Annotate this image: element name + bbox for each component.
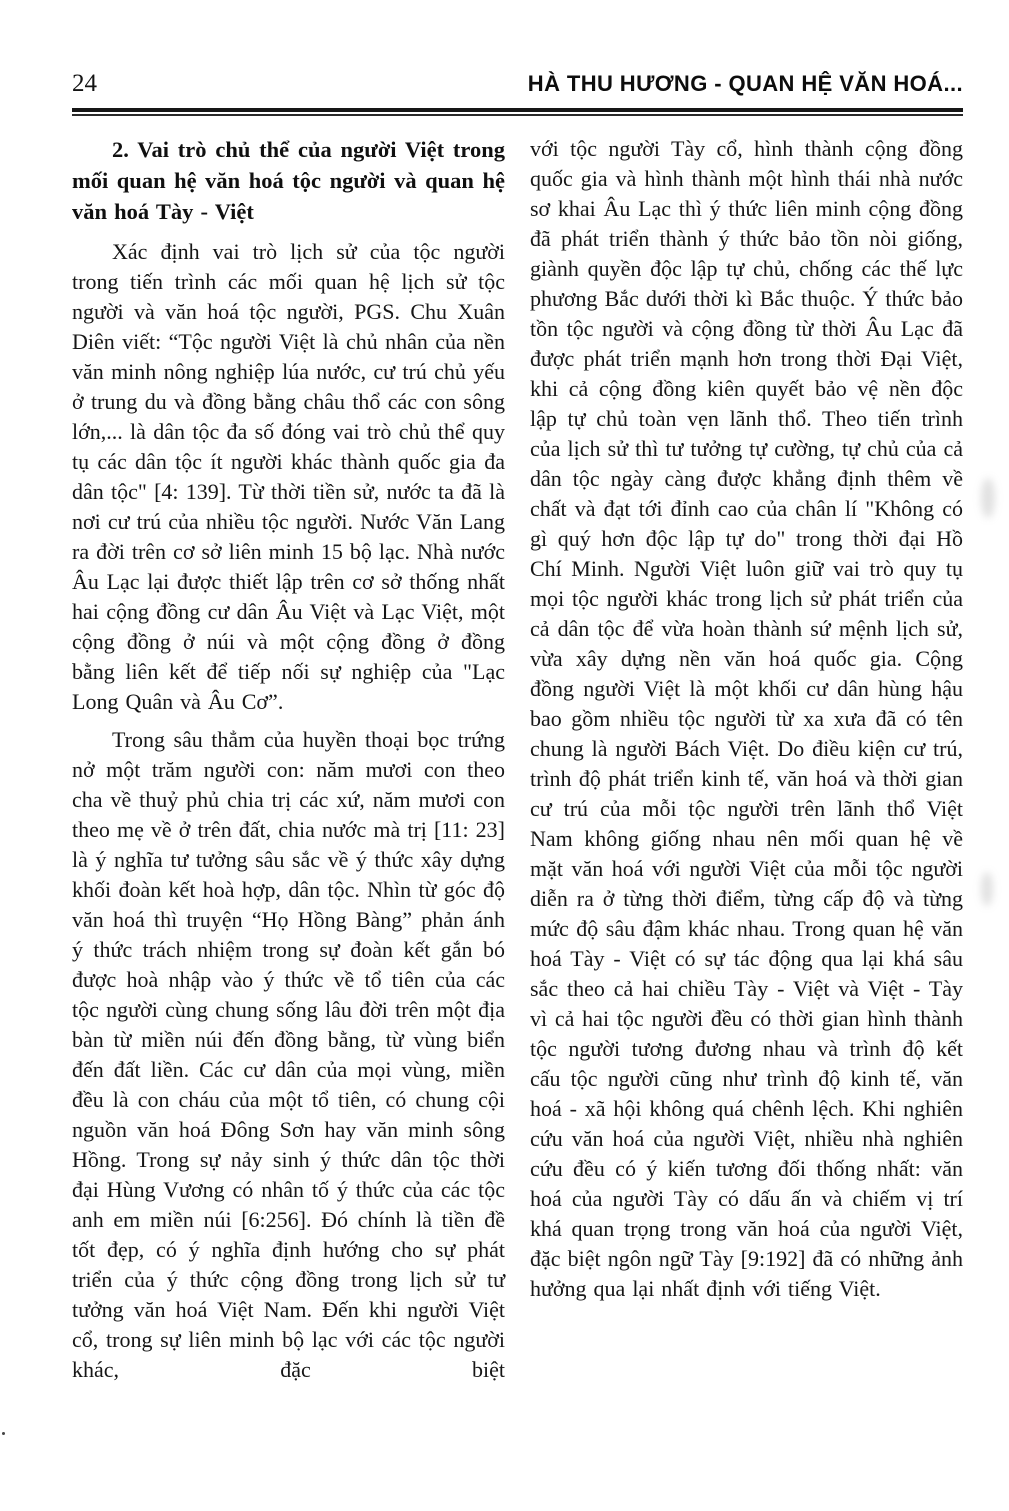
page-header xyxy=(72,70,963,98)
article-body xyxy=(72,134,963,1393)
scan-speck xyxy=(2,1432,5,1435)
paragraph-right-1: với tộc người Tày cổ, hình thành cộng đồng quốc gia và hình thành một hình thái nhà nước sơ khai Âu Lạc thì ý thức liên minh cộng đồng đã phát triển thành ý thức bảo tồn nòi giống, giành quyền độc lập tự chủ, chống các thế lực phương Bắc dưới thời kì Bắc thuộc. Ý thức bảo tồn tộc người và cộng đồng từ thời Âu Lạc đã được phát triển mạnh hơn trong thời Đại Việt, khi cả cộng đồng kiên quyết bảo vệ nền độc lập tự chủ toàn vẹn lãnh thổ. Theo tiến trình của lịch sử thì tư tưởng tự cường, tự chủ của cả dân tộc ngày càng được khẳng định thêm về chất và đạt tới đỉnh cao của chân lí "Không có gì quý hơn độc lập tự do" trong thời đại Hồ Chí Minh. Người Việt luôn giữ vai trò quy tụ mọi tộc người khác trong lịch sử phát triển của cả dân tộc để vừa hoàn thành sứ mệnh lịch sử, vừa xây dựng nền văn hoá quốc gia. Cộng đồng người Việt là một khối cư dân hùng hậu bao gồm nhiều tộc người từ xa xưa đã có tên chung là người Bách Việt. Do điều kiện cư trú, trình độ phát triển kinh tế, văn hoá và thời gian cư trú của mỗi tộc người trên lãnh thổ Việt Nam không giống nhau nên mối quan hệ về mặt văn hoá với người Việt của mỗi tộc người diễn ra ở từng thời điểm, từng cấp độ và từng mức độ sâu đậm khác nhau. Trong quan hệ văn hoá Tày - Việt có sự tác động qua lại khá sâu sắc theo cả hai chiều Tày - Việt và Việt - Tày vì cả hai tộc người đều có thời gian hình thành tộc người tương đương nhau và trình độ kết cấu tộc người cũng như trình độ kinh tế, văn hoá - xã hội không quá chênh lệch. Khi nghiên cứu văn hoá của người Việt, nhiều nhà nghiên cứu đều có ý kiến tương đối thống nhất: văn hoá của người Tày có dấu ấn và chiếm vị trí khá quan trọng trong văn hoá của người Việt, đặc biệt ngôn ngữ Tày [9:192] đã có những ảnh hưởng qua lại nhất định với tiếng Việt. xyxy=(530,136,963,1301)
page-number: 24 xyxy=(72,70,97,97)
left-column xyxy=(72,134,505,1393)
paragraph-left-2: Trong sâu thẳm của huyền thoại bọc trứng nở một trăm người con: năm mươi con theo cha về thuỷ phủ chia trị các xứ, năm mươi con theo mẹ về ở trên đất, chia nước mà trị [11: 23] là ý nghĩa tư tưởng sâu sắc về ý thức xây dựng khối đoàn kết hoà hợp, dân tộc. Nhìn từ góc độ văn hoá thì truyện “Họ Hồng Bàng” phản ánh ý thức trách nhiệm trong sự đoàn kết gắn bó được hoà nhập vào ý thức về tổ tiên của các tộc người cùng chung sống lâu đời trên một địa bàn từ miền núi đến đồng bằng, từ vùng biển đến đất liền. Các cư dân của mọi vùng, miền đều là con cháu của một tổ tiên, có chung cội nguồn văn hoá Đông Sơn hay văn minh sông Hồng. Trong sự nảy sinh ý thức dân tộc thời đại Hùng Vương có nhân tố ý thức của các tộc anh em miền núi [6:256]. Đó chính là tiền đề tốt đẹp, có ý nghĩa định hướng cho sự phát triển của ý thức cộng đồng trong lịch sử tư tưởng văn hoá Việt Nam. Đến khi người Việt cổ, trong sự liên minh bộ lạc với các tộc người khác, đặc biệt xyxy=(72,727,505,1382)
running-head: HÀ THU HƯƠNG - QUAN HỆ VĂN HOÁ... xyxy=(527,71,963,96)
right-column xyxy=(530,134,963,1393)
header-rule xyxy=(72,108,963,116)
paragraph-left-1: Xác định vai trò lịch sử của tộc người trong tiến trình các mối quan hệ lịch sử tộc người và văn hoá tộc người, PGS. Chu Xuân Diên viết: “Tộc người Việt là chủ nhân của nền văn minh nông nghiệp lúa nước, cư trú chủ yếu ở trung du và đồng bằng châu thổ các con sông lớn,... là dân tộc đa số đóng vai trò chủ thể quy tụ các dân tộc ít người khác thành quốc gia đa dân tộc" [4: 139]. Từ thời tiền sử, nước ta đã là nơi cư trú của nhiều tộc người. Nước Văn Lang ra đời trên cơ sở liên minh 15 bộ lạc. Nhà nước Âu Lạc lại được thiết lập trên cơ sở thống nhất hai cộng đồng cư dân Âu Việt và Lạc Việt, một cộng đồng ở núi và một cộng đồng ở đồng bằng liên kết để tiếp nối sự nghiệp của "Lạc Long Quân và Âu Cơ”. xyxy=(72,239,505,714)
section-heading: 2. Vai trò chủ thể của người Việt trong mối quan hệ văn hoá tộc người và quan hệ văn hoá Tày - Việt xyxy=(72,137,505,224)
